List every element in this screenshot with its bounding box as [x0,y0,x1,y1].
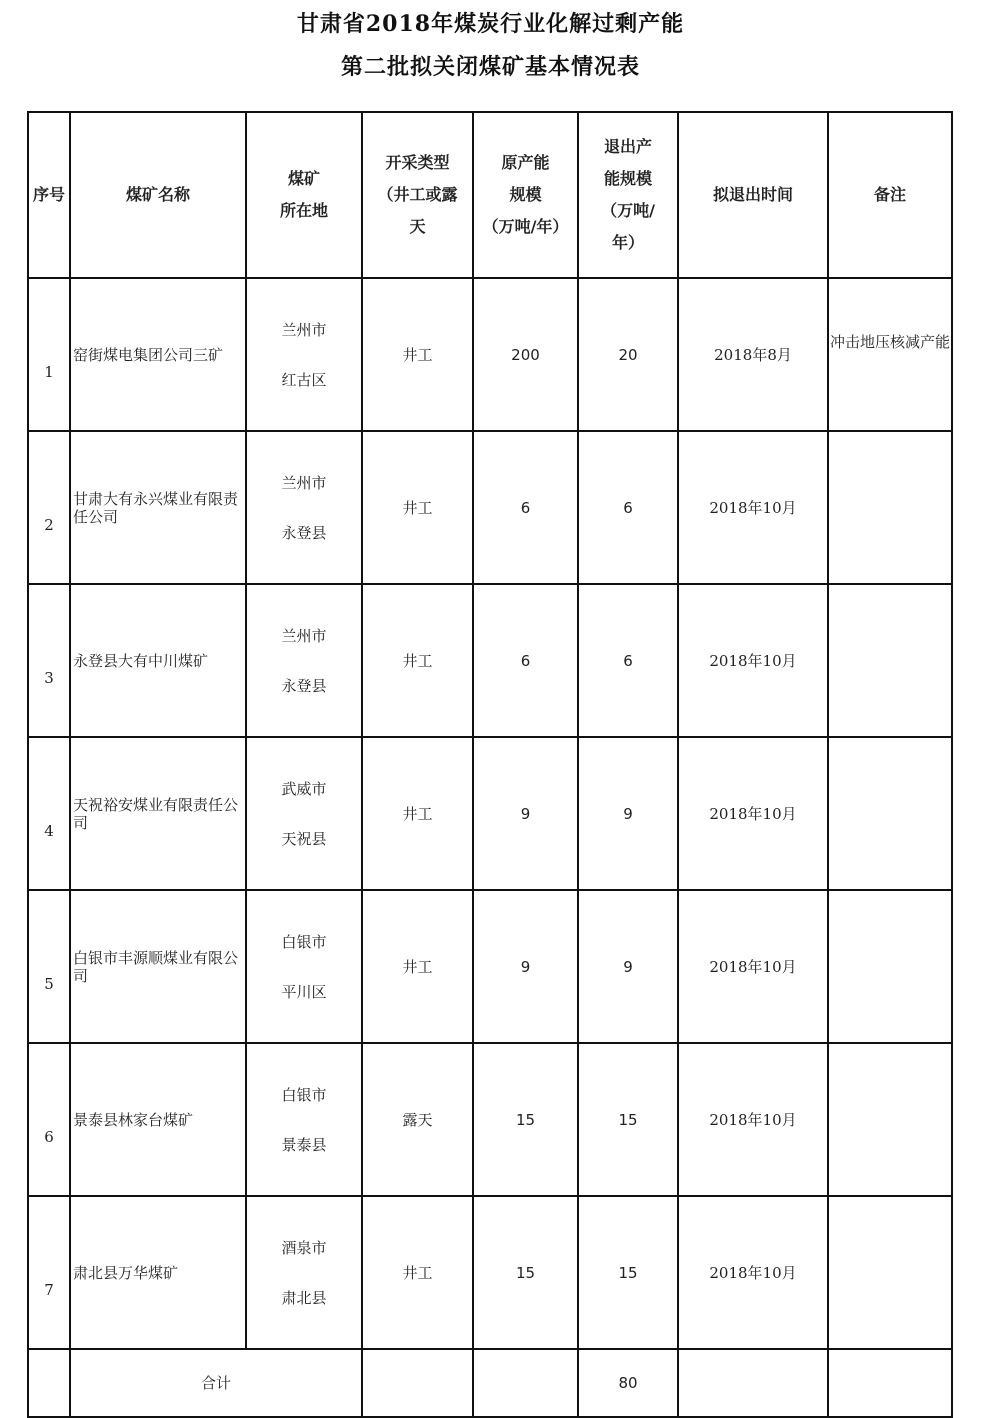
cell-exit-capacity: 9 [578,737,678,890]
header-seq: 序号 [28,112,70,278]
cell-note [828,890,952,1043]
table-row [28,1043,952,1196]
cell-location: 酒泉市 肃北县 [246,1196,362,1349]
cell-seq: 7 [28,1196,70,1349]
cell-exit-capacity: 9 [578,890,678,1043]
cell-note [828,737,952,890]
cell-total-type [362,1349,473,1417]
cell-note [828,1196,952,1349]
cell-orig-capacity: 200 [473,278,578,431]
cell-exit-time: 2018年10月 [678,431,828,584]
cell-seq: 5 [28,890,70,1043]
header-location: 煤矿 所在地 [246,112,362,278]
cell-exit-capacity: 20 [578,278,678,431]
cell-seq: 2 [28,431,70,584]
cell-exit-capacity: 15 [578,1196,678,1349]
cell-exit-time: 2018年10月 [678,737,828,890]
cell-type: 井工 [362,737,473,890]
header-type: 开采类型 （井工或露 天 [362,112,473,278]
header-row [28,112,952,278]
cell-mine-name: 天祝裕安煤业有限责任公司 [70,737,246,890]
table-row [28,431,952,584]
cell-mine-name: 甘肃大有永兴煤业有限责任公司 [70,431,246,584]
cell-note: 冲击地压核减产能 [828,278,952,431]
cell-exit-time: 2018年10月 [678,584,828,737]
cell-seq: 4 [28,737,70,890]
cell-type: 井工 [362,584,473,737]
mine-closure-table [27,111,953,1418]
cell-location: 兰州市 红古区 [246,278,362,431]
total-exit-capacity: 80 [578,1349,678,1417]
cell-orig-capacity: 15 [473,1196,578,1349]
cell-total-seq [28,1349,70,1417]
cell-exit-time: 2018年10月 [678,890,828,1043]
cell-type: 井工 [362,278,473,431]
header-orig-capacity: 原产能 规模 （万吨/年） [473,112,578,278]
cell-location: 兰州市 永登县 [246,584,362,737]
title-line-1: 甘肃省2018年煤炭行业化解过剩产能 [296,11,685,37]
table-row [28,584,952,737]
cell-mine-name: 永登县大有中川煤矿 [70,584,246,737]
cell-exit-capacity: 6 [578,584,678,737]
total-label: 合计 [70,1349,362,1417]
cell-exit-capacity: 6 [578,431,678,584]
cell-note [828,1043,952,1196]
cell-mine-name: 景泰县林家台煤矿 [70,1043,246,1196]
cell-seq: 1 [28,278,70,431]
title-line-2: 第二批拟关闭煤矿基本情况表 [340,54,640,80]
table-row [28,890,952,1043]
cell-total-note [828,1349,952,1417]
table-row [28,1196,952,1349]
cell-mine-name: 肃北县万华煤矿 [70,1196,246,1349]
cell-total-orig [473,1349,578,1417]
cell-total-time [678,1349,828,1417]
total-row [28,1349,952,1417]
cell-exit-time: 2018年10月 [678,1043,828,1196]
cell-type: 井工 [362,890,473,1043]
cell-note [828,584,952,737]
cell-orig-capacity: 6 [473,431,578,584]
cell-location: 兰州市 永登县 [246,431,362,584]
header-name: 煤矿名称 [70,112,246,278]
header-exit-capacity: 退出产 能规模 （万吨/ 年） [578,112,678,278]
cell-location: 白银市 平川区 [246,890,362,1043]
cell-exit-time: 2018年8月 [678,278,828,431]
cell-orig-capacity: 15 [473,1043,578,1196]
cell-orig-capacity: 9 [473,737,578,890]
table-row [28,737,952,890]
cell-orig-capacity: 6 [473,584,578,737]
cell-location: 白银市 景泰县 [246,1043,362,1196]
cell-seq: 6 [28,1043,70,1196]
cell-exit-time: 2018年10月 [678,1196,828,1349]
cell-orig-capacity: 9 [473,890,578,1043]
header-exit-time: 拟退出时间 [678,112,828,278]
cell-mine-name: 白银市丰源顺煤业有限公司 [70,890,246,1043]
cell-type: 井工 [362,431,473,584]
cell-type: 井工 [362,1196,473,1349]
cell-type: 露天 [362,1043,473,1196]
cell-note [828,431,952,584]
cell-exit-capacity: 15 [578,1043,678,1196]
cell-location: 武威市 天祝县 [246,737,362,890]
cell-mine-name: 窑街煤电集团公司三矿 [70,278,246,431]
cell-seq: 3 [28,584,70,737]
header-note: 备注 [828,112,952,278]
table-row [28,278,952,431]
